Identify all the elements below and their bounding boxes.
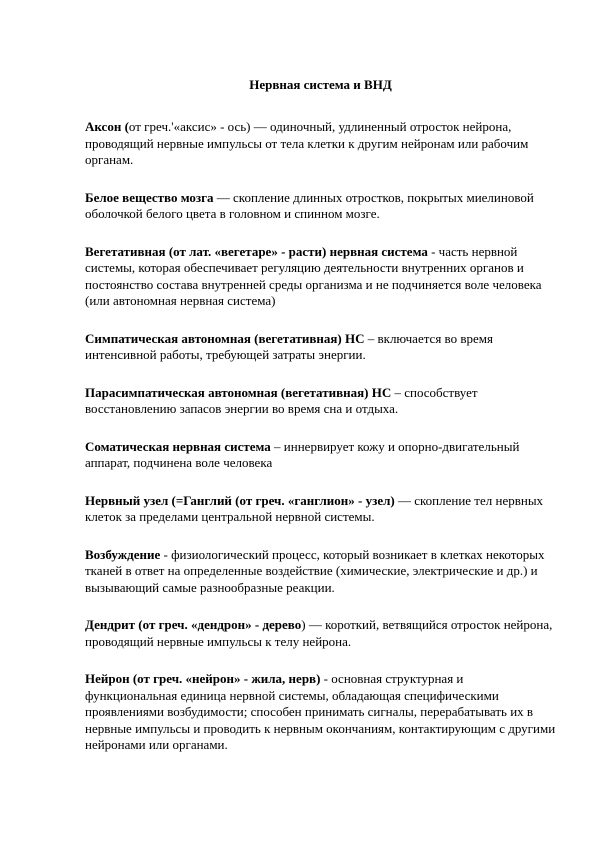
entry-definition: – способствует восстановлению запасов энергии во время сна и отдыха. <box>85 384 478 416</box>
glossary-entry-ganglion <box>85 493 556 526</box>
entry-term: Нейрон (от греч. «нейрон» - жила, нерв) <box>85 671 321 686</box>
glossary-entry-white-matter <box>85 190 556 223</box>
entry-definition: - основная структурная и функциональная единица нервной системы, обладающая специфическими проявлениями возбудимости; способен принимать сигналы, перерабатывать их в нервные импульсы и проводить к нервным окончаниям, контактирующим с другими нейронами или органами. <box>85 671 556 752</box>
glossary-entry-somatic-ns <box>85 439 556 472</box>
glossary-entry-sympathetic-ns <box>85 331 556 364</box>
glossary-entry-excitation <box>85 547 556 597</box>
glossary-entry-axon <box>85 119 556 169</box>
entry-term: Дендрит (от греч. «дендрон» - дерево <box>85 617 302 632</box>
entry-definition: – включается во время интенсивной работы, требующей затраты энергии. <box>85 330 493 362</box>
entry-term: Парасимпатическая автономная (вегетативная) НС <box>85 384 392 400</box>
entry-definition: - часть нервной системы, которая обеспечивает регуляцию деятельности внутренних органов и постоянство состава внутренней среды организма и не подчиняется воле человека (или автономная нервная система) <box>85 243 542 308</box>
entry-term: Вегетативная (от лат. «вегетаре» - расти) нервная система <box>85 243 428 259</box>
entry-definition: от греч.'«аксис» - ось) — одиночный, удлиненный отросток нейрона, проводящий нервные импульсы от тела клетки к другим нейронам или рабочим органам. <box>85 119 529 167</box>
entry-term: Симпатическая автономная (вегетативная) НС <box>85 330 365 346</box>
entry-definition: ) — короткий, ветвящийся отросток нейрона, проводящий нервные импульсы к телу нейрона. <box>85 617 553 649</box>
glossary-entry-parasympathetic-ns <box>85 385 556 418</box>
entry-definition: — скопление длинных отростков, покрытых миелиновой оболочкой белого цвета в головном и спинном мозге. <box>85 189 534 221</box>
glossary-entry-neuron <box>85 671 556 754</box>
entry-term: Белое вещество мозга <box>85 189 214 205</box>
entry-term: Соматическая нервная система <box>85 438 271 454</box>
entry-definition: – иннервирует кожу и опорно-двигательный аппарат, подчинена воле человека <box>85 438 520 470</box>
glossary-entry-dendrite <box>85 617 556 650</box>
glossary-entry-vegetative-ns <box>85 244 556 310</box>
entry-term: Аксон ( <box>85 119 129 134</box>
entry-term: Нервный узел (=Ганглий (от греч. «ганглион» - узел) <box>85 492 395 508</box>
entry-term: Возбуждение <box>85 546 161 562</box>
glossary-list <box>85 119 556 754</box>
entry-definition: - физиологический процесс, который возникает в клетках некоторых тканей в ответ на определенные воздействие (химические, электрические и др.) и вызывающий самые разнообразные реакции. <box>85 546 545 595</box>
document-title: Нервная система и ВНД <box>249 77 392 92</box>
entry-definition: — скопление тел нервных клеток за пределами центральной нервной системы. <box>85 492 544 524</box>
